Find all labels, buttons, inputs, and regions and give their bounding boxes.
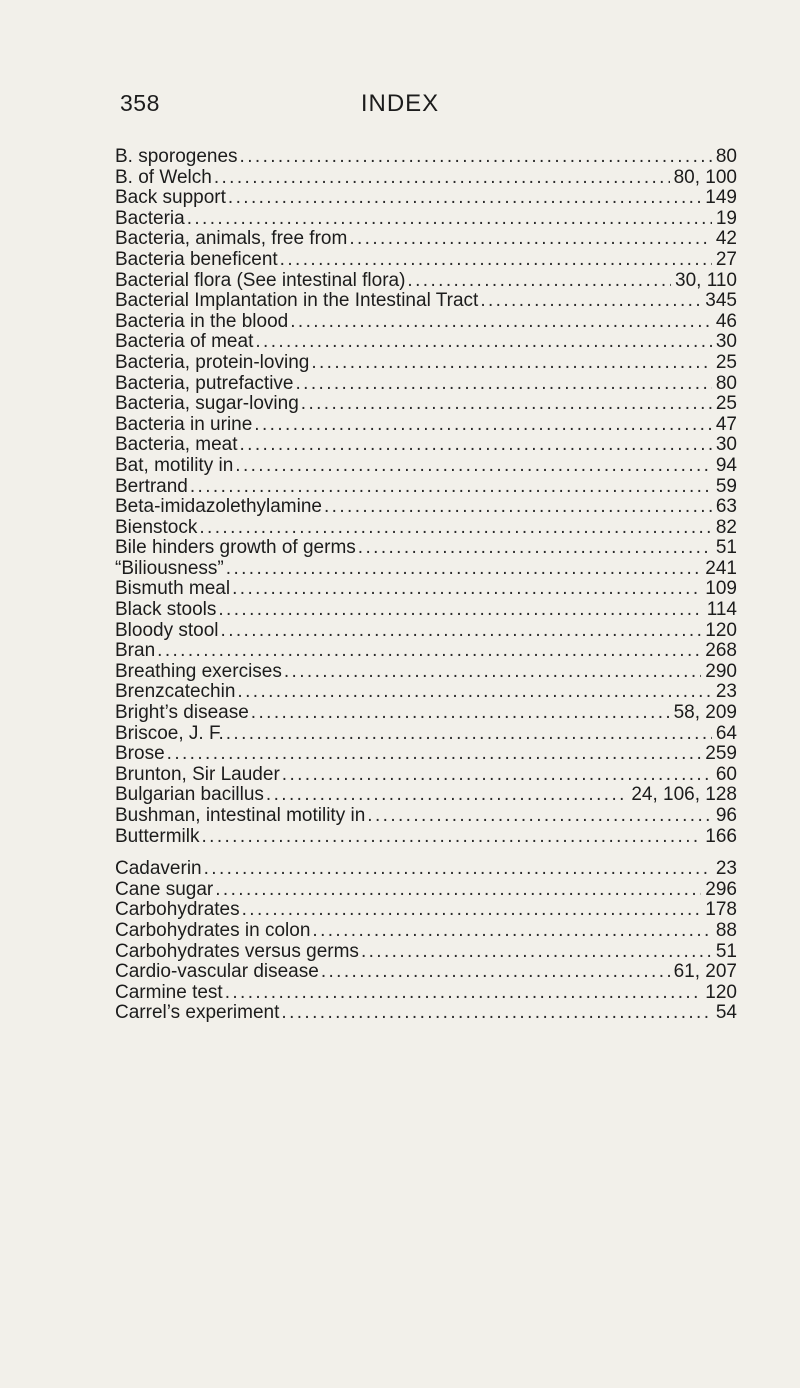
index-term: Bile hinders growth of germs	[115, 538, 356, 559]
index-term: Bertrand	[115, 476, 188, 497]
index-entry	[115, 921, 737, 942]
index-page-refs: 120	[705, 620, 737, 641]
dot-leader	[254, 415, 712, 436]
index-term: Black stools	[115, 600, 217, 621]
dot-leader	[204, 859, 712, 880]
index-entry	[115, 229, 737, 250]
index-term: B. of Welch	[115, 167, 212, 188]
index-term: Bacteria in the blood	[115, 311, 289, 332]
index-page-refs: 268	[705, 641, 737, 662]
index-entry	[115, 147, 737, 168]
dot-leader	[242, 900, 702, 921]
dot-leader	[201, 827, 701, 848]
index-term: Beta-imidazolethylamine	[115, 497, 322, 518]
index-term: Bloody stool	[115, 620, 219, 641]
dot-leader	[361, 942, 712, 963]
index-entry	[115, 394, 737, 415]
dot-leader	[167, 744, 702, 765]
index-entry	[115, 250, 737, 271]
index-section-c	[115, 859, 737, 1024]
index-term: Bienstock	[115, 517, 198, 538]
dot-leader	[237, 682, 711, 703]
index-entry	[115, 641, 737, 662]
index-term: Cardio-vascular disease	[115, 962, 319, 983]
index-page-refs: 25	[715, 352, 737, 373]
index-term: Bacterial Implantation in the Intestinal Tract	[115, 291, 479, 312]
index-page-refs: 94	[715, 455, 737, 476]
index-entry	[115, 900, 737, 921]
dot-leader	[232, 579, 701, 600]
index-page-refs: 178	[705, 900, 737, 921]
dot-leader	[367, 806, 712, 827]
index-term: Bacteria, sugar-loving	[115, 394, 299, 415]
index-term: Bushman, intestinal motility in	[115, 806, 366, 826]
index-term: Carbohydrates	[115, 900, 240, 921]
index-term: Bacteria of meat	[115, 332, 254, 353]
dot-leader	[214, 168, 670, 189]
index-page-refs: 241	[705, 558, 737, 579]
dot-leader	[301, 394, 712, 415]
dot-leader	[235, 456, 712, 477]
index-page-refs: 109	[705, 579, 737, 600]
index-entry	[115, 983, 737, 1004]
index-entry	[115, 415, 737, 436]
index-page-refs: 24, 106, 128	[631, 785, 737, 806]
index-term: Back support	[115, 188, 226, 209]
index-entry	[115, 497, 737, 518]
index-page-refs: 259	[705, 744, 737, 765]
index-page-refs: 82	[715, 517, 737, 538]
index-entry	[115, 724, 737, 745]
dot-leader	[324, 497, 712, 518]
dot-leader	[312, 921, 711, 942]
page-header	[0, 90, 800, 120]
index-entry	[115, 621, 737, 642]
dot-leader	[190, 477, 712, 498]
index-term: Bacteria, meat	[115, 435, 238, 456]
running-head: INDEX	[360, 90, 440, 117]
index-page-refs: 345	[705, 291, 737, 312]
dot-leader	[187, 209, 712, 230]
index-entry	[115, 662, 737, 683]
dot-leader	[240, 147, 712, 168]
index-entry	[115, 374, 737, 395]
dot-leader	[281, 1003, 711, 1024]
index-entry	[115, 168, 737, 189]
dot-leader	[311, 353, 712, 374]
page-number: 358	[120, 90, 160, 116]
index-entry	[115, 1003, 737, 1024]
index-page-refs: 120	[705, 982, 737, 1003]
index-entry	[115, 942, 737, 963]
index-entry	[115, 744, 737, 765]
index-page-refs: 166	[705, 826, 737, 847]
index-term: Carbohydrates in colon	[115, 920, 311, 941]
index-entry	[115, 827, 737, 848]
index-page-refs: 19	[715, 208, 737, 229]
index-term: Carmine test	[115, 982, 223, 1003]
index-entry	[115, 435, 737, 456]
index-page-refs: 64	[715, 723, 737, 744]
index-entry	[115, 703, 737, 724]
index-term: Cadaverin	[115, 859, 202, 880]
index-entry	[115, 962, 737, 983]
dot-leader	[221, 621, 702, 642]
index-page-refs: 61, 207	[673, 962, 737, 983]
dot-leader	[284, 662, 701, 683]
index-term: Bacteria in urine	[115, 414, 253, 435]
index-entry	[115, 312, 737, 333]
index-term: Brunton, Sir Lauder	[115, 764, 280, 785]
dot-leader	[199, 518, 711, 539]
index-entry	[115, 332, 737, 353]
index-term: Bacteria beneficent	[115, 249, 278, 270]
index-entry	[115, 559, 737, 580]
index-entry	[115, 859, 737, 880]
index-term: Cane sugar	[115, 879, 214, 900]
index-term: Breathing exercises	[115, 661, 282, 682]
dot-leader	[480, 291, 701, 312]
dot-leader	[225, 983, 702, 1004]
index-entry	[115, 188, 737, 209]
index-page-refs: 47	[715, 414, 737, 435]
dot-leader	[226, 559, 702, 580]
dot-leader	[251, 703, 670, 724]
index-page-refs: 42	[715, 229, 737, 250]
section-gap	[115, 847, 737, 859]
index-term: Brose	[115, 744, 165, 765]
index-term: Brenzcatechin	[115, 682, 236, 703]
index-page-refs: 30	[715, 435, 737, 456]
index-page-refs: 25	[715, 394, 737, 415]
index-page-refs: 30	[715, 332, 737, 353]
dot-leader	[255, 332, 712, 353]
index-term: Bran	[115, 641, 156, 662]
index-page-refs: 96	[715, 806, 737, 826]
dot-leader	[280, 250, 712, 271]
index-term: Briscoe, J. F.	[115, 723, 224, 744]
index-term: Bismuth meal	[115, 579, 231, 600]
index-entry	[115, 538, 737, 559]
dot-leader	[290, 312, 712, 333]
index-term: Carbohydrates versus germs	[115, 941, 359, 962]
index-page-refs: 23	[715, 682, 737, 703]
dot-leader	[295, 374, 711, 395]
index-page-refs: 63	[715, 497, 737, 518]
index-list	[115, 147, 737, 1024]
index-term: Bat, motility in	[115, 455, 234, 476]
index-entry	[115, 518, 737, 539]
index-term: Buttermilk	[115, 826, 200, 847]
index-page-refs: 296	[705, 879, 737, 900]
index-page-refs: 88	[715, 920, 737, 941]
dot-leader	[407, 271, 671, 292]
index-page-refs: 58, 209	[673, 703, 737, 724]
dot-leader	[226, 724, 712, 745]
index-term: Bacteria, animals, free from	[115, 229, 348, 250]
index-page-refs: 114	[706, 600, 737, 621]
index-entry	[115, 806, 737, 827]
dot-leader	[282, 765, 712, 786]
index-page-refs: 30, 110	[675, 270, 737, 291]
index-page-refs: 27	[715, 249, 737, 270]
index-page-refs: 51	[715, 941, 737, 962]
index-entry	[115, 600, 737, 621]
dot-leader	[266, 785, 627, 806]
dot-leader	[157, 641, 701, 662]
index-term: Bacteria	[115, 208, 185, 229]
index-page-refs: 80	[715, 373, 737, 394]
index-entry	[115, 353, 737, 374]
index-entry	[115, 785, 737, 806]
index-term: Bacterial flora (See intestinal flora)	[115, 270, 406, 291]
index-page-refs: 59	[715, 476, 737, 497]
index-page-refs: 54	[715, 1003, 737, 1024]
index-entry	[115, 477, 737, 498]
index-entry	[115, 456, 737, 477]
index-page-refs: 51	[715, 538, 737, 559]
index-term: Bright’s disease	[115, 703, 249, 724]
dot-leader	[358, 538, 712, 559]
index-page-refs: 80	[715, 147, 737, 167]
index-page-refs: 46	[715, 311, 737, 332]
index-term: Bacteria, putrefactive	[115, 373, 294, 394]
index-page-refs: 80, 100	[673, 167, 737, 188]
index-entry	[115, 291, 737, 312]
index-page-refs: 23	[715, 859, 737, 880]
index-entry	[115, 765, 737, 786]
index-page-refs: 290	[705, 661, 737, 682]
dot-leader	[240, 435, 712, 456]
index-term: Bacteria, protein-loving	[115, 352, 310, 373]
index-page-refs: 60	[715, 764, 737, 785]
index-entry	[115, 579, 737, 600]
dot-leader	[349, 229, 712, 250]
dot-leader	[228, 188, 701, 209]
index-entry	[115, 880, 737, 901]
index-entry	[115, 271, 737, 292]
index-term: B. sporogenes	[115, 147, 238, 167]
dot-leader	[218, 600, 702, 621]
dot-leader	[215, 880, 701, 901]
index-term: “Biliousness”	[115, 558, 224, 579]
index-entry	[115, 209, 737, 230]
index-term: Bulgarian bacillus	[115, 785, 264, 806]
index-term: Carrel’s experiment	[115, 1003, 280, 1024]
index-entry	[115, 682, 737, 703]
index-page-refs: 149	[705, 188, 737, 209]
index-section-b	[115, 147, 737, 847]
dot-leader	[321, 962, 670, 983]
